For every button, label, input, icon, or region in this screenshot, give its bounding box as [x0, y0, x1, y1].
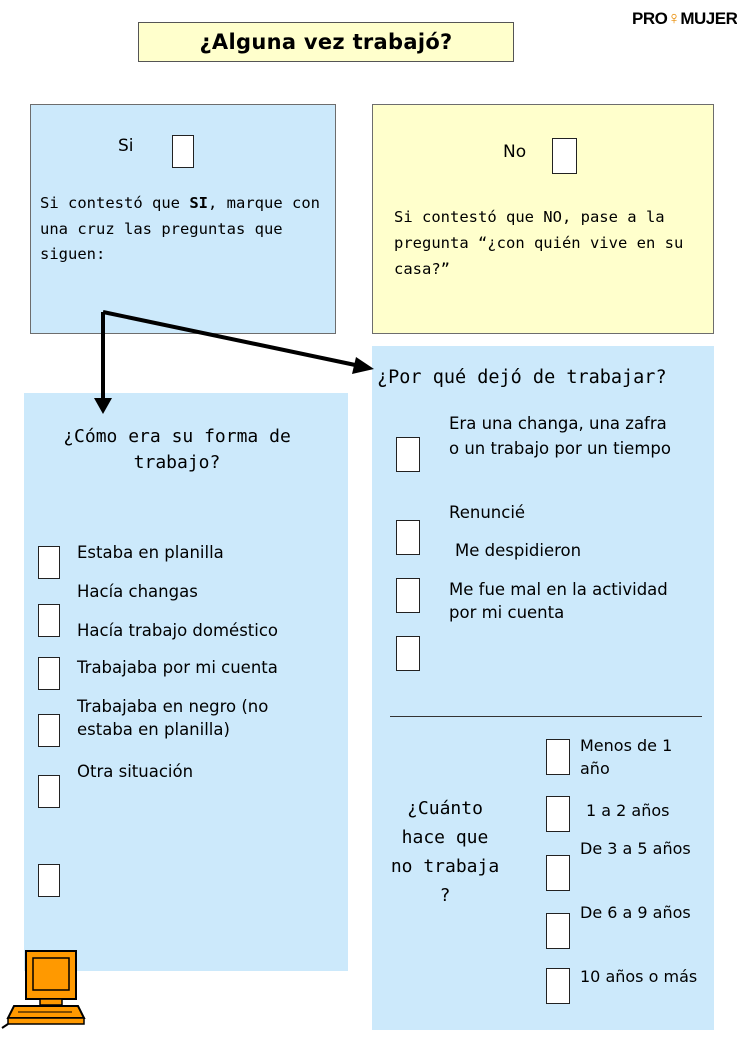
si-label: Si — [118, 136, 134, 156]
cuanto-option-1: Menos de 1 año — [580, 736, 673, 778]
forma-option-4: Trabajaba por mi cuenta — [77, 658, 278, 677]
forma-option-5: Trabajaba en negro (no estaba en planilla) — [77, 697, 269, 739]
forma-trabajo-question: ¿Cómo era su forma de trabajo? — [63, 426, 291, 473]
no-label: No — [503, 142, 527, 162]
porque-option-3: Me despidieron — [455, 541, 582, 560]
si-instruction: Si contestó que SI, marque con una cruz las preguntas que siguen: — [40, 194, 320, 263]
porque-option-1: Era una changa, una zafra o un trabajo por un tiempo — [449, 414, 671, 458]
logo-text-left: PRO — [632, 9, 668, 28]
forma-option-3: Hacía trabajo doméstico — [77, 621, 279, 640]
logo-text-right: MUJER — [680, 9, 737, 28]
porque-option-2: Renuncié — [449, 503, 526, 522]
cuanto-option-2: 1 a 2 años — [586, 801, 670, 820]
porque-option-4: Me fue mal en la actividad por mi cuenta — [449, 580, 668, 622]
page-title: ¿Alguna vez trabajó? — [138, 22, 514, 62]
cuanto-option-4: De 6 a 9 años — [580, 903, 691, 922]
no-instruction: Si contestó que NO, pase a la pregunta “¿con quién vive en su casa?” — [394, 208, 684, 278]
arrow-down — [94, 312, 112, 414]
cuanto-hace-question: ¿Cuánto hace que no trabaja ? — [390, 798, 500, 906]
cuanto-option-5: 10 años o más — [580, 967, 698, 986]
arrow-right — [103, 312, 374, 374]
woman-figure-icon: ♀ — [667, 8, 681, 28]
por-que-question: ¿Por qué dejó de trabajar? — [377, 367, 667, 388]
forma-option-2: Hacía changas — [77, 582, 198, 601]
computer-icon — [0, 948, 86, 1040]
forma-option-1: Estaba en planilla — [77, 543, 224, 562]
forma-option-6: Otra situación — [77, 762, 194, 781]
cuanto-option-3: De 3 a 5 años — [580, 839, 691, 858]
